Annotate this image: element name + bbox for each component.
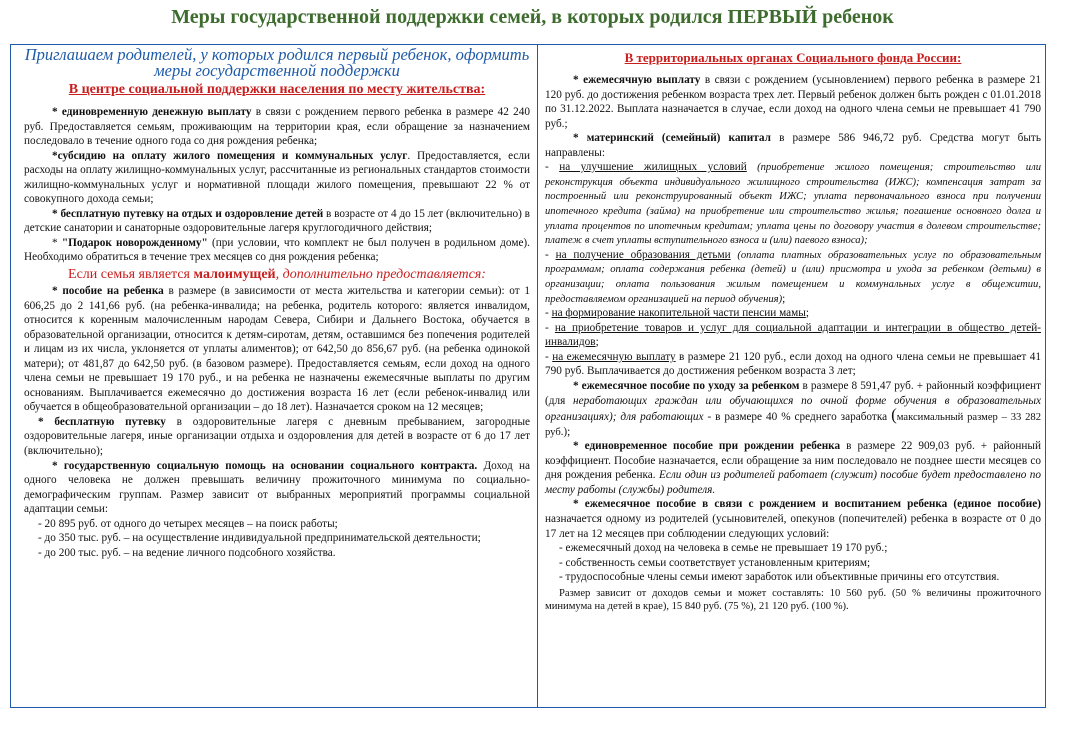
item-title: * государственную социальную помощь на основании социального контракта. xyxy=(52,459,478,472)
content-frame xyxy=(10,44,1046,708)
right-item-monthly-payment xyxy=(545,73,1041,131)
right-heading: В территориальных органах Социального фонда России: xyxy=(624,50,962,65)
condition-item: - собственность семьи соответствует установленным критериям; xyxy=(559,556,871,569)
direction-title: на получение образования детьми xyxy=(555,248,731,261)
punct: ; xyxy=(595,336,599,349)
item-text: . Предоставляется, если расходы на оплату жилищно-коммунальных услуг, рассчитанные из региональных стандартов стоимости жилищно-коммунальных услуг и нормативной площади жилого помещения, превышают 22 % от совокупного дохода семьи; xyxy=(24,149,530,206)
item-text: в связи с рождением (усыновлением) первого ребенка в размере 21 120 руб. до достижения ребенком возраста трех лет. Первый ребенок должен быть рожден с 01.01.2018 по 31.12.2022. Выплата назначается в случае, если доход на одного члена семьи не превышает 41 790 руб.; xyxy=(545,74,1041,130)
item-title: * бесплатную путевку на отдых и оздоровление детей xyxy=(52,207,324,220)
left-item-free-voucher xyxy=(24,415,530,459)
item-title: * ежемесячное пособие в связи с рождением и воспитанием ребенка (единое пособие) xyxy=(573,498,1041,511)
dash: - xyxy=(545,161,560,174)
item-text-italic: неработающих граждан или обучающихся по очной форме обучения в образовательных организациях); для работающих xyxy=(545,394,1041,424)
dash: - xyxy=(545,307,552,320)
item-title: *субсидию на оплату жилого помещения и коммунальных услуг xyxy=(52,149,408,162)
condition-item: - ежемесячный доход на человека в семье не превышает 19 170 руб.; xyxy=(559,542,888,555)
direction-disabled-children xyxy=(545,321,1041,350)
punct: ; xyxy=(805,307,809,320)
direction-title: на формирование накопительной части пенсии мамы xyxy=(551,307,806,320)
item-prefix: * xyxy=(52,236,62,249)
item-text: Доход на одного человека не должен превышать величину прожиточного минимума по социально-демографическим группам. Размер зависит от выбранных мероприятий программы социальной адаптации семьи: xyxy=(24,459,530,516)
item-text: в размере (в зависимости от места жительства и категории семьи): от 1 606,25 до 2 141,66 руб. (на ребенка-инвалида; на ребенка, родитель которого: является инвалидом, относится к коренным малочисленным народам Севера, Сибири и Дальнего Востока, обучается в образовательной организации, относится к детям-сиротам, детям, оставшимся без попечения родителей и лицам из их числа, уклоняется от уплаты алиментов); от 642,50 до 856,67 руб. (на ребенка одинокой матери); от 481,87 до 642,50 руб. (в базовом размере). Предоставляется семьям, если доход на одного члена семьи не превышает 19 170 руб., и на ребенка не назначены ежемесячные выплаты по другим основаниям. Выплачивается ежемесячно до достижения возраста 16 лет (если ребенок-инвалид или обучается в общеобразовательной организации – до 18 лет). Назначается сроком на 12 месяцев; xyxy=(24,285,531,414)
item-text: в возрасте от 4 до 15 лет (включительно) в детские санатории и санаторные оздоровительные лагеря круглогодичного действия; xyxy=(24,207,530,235)
direction-title: на улучшение жилищных условий xyxy=(559,161,747,174)
left-item-subsidy xyxy=(24,149,530,207)
dash: - xyxy=(545,248,556,261)
right-item-childcare-allowance xyxy=(545,379,1041,439)
condition-item: - трудоспособные члены семьи имеют заработок или объективные причины его отсутствия. xyxy=(559,571,1000,584)
item-text: в размере 22 909,03 руб. + районный коэффициент. Пособие назначается, если обращение за ним последовало не позднее шести месяцев со дня рождения ребенка. xyxy=(545,440,1041,482)
right-item-birth-allowance xyxy=(545,439,1041,497)
heading-part: , дополнительно предоставляется: xyxy=(275,267,486,283)
left-item-lump-sum xyxy=(24,105,530,149)
direction-education xyxy=(545,248,1041,306)
item-text: в связи с рождением первого ребенка в размере 42 240 руб. Предоставляется семьям, проживающим на территории края, если обращение за назначением последовало в течение одного года со дня рождения ребенка; xyxy=(24,106,530,148)
right-item-maternity-capital xyxy=(545,131,1041,160)
dash: - xyxy=(545,350,553,363)
item-title: * единовременную денежную выплату xyxy=(52,106,252,118)
low-income-heading xyxy=(24,266,530,284)
direction-pension xyxy=(545,306,1041,321)
item-title: * материнский (семейный) капитал xyxy=(573,132,771,145)
direction-monthly-payment xyxy=(545,350,1041,379)
invite-text: Приглашаем родителей, у которых родился первый ребенок, оформить меры государственной поддержки xyxy=(24,45,530,80)
item-text: в размере 586 946,72 руб. Средства могут быть направлены: xyxy=(545,132,1041,159)
item-title: * бесплатную путевку xyxy=(38,415,166,428)
list-item: - до 200 тыс. руб. – на ведение личного подсобного хозяйства. xyxy=(38,546,336,559)
left-item-gift xyxy=(24,236,530,265)
left-column xyxy=(11,45,537,560)
dash: - xyxy=(545,321,555,334)
item-note: максимальный размер – 33 282 руб. xyxy=(545,412,1041,438)
left-item-voucher xyxy=(24,207,530,236)
page-title: Меры государственной поддержки семей, в которых родился ПЕРВЫЙ ребенок xyxy=(171,6,894,28)
final-note: Размер зависит от доходов семьи и может составлять: 10 560 руб. (50 % величины прожиточного минимума на детей в крае), 15 840 руб. (75 %), 21 120 руб. (100 %). xyxy=(545,587,1041,613)
paren: ( xyxy=(891,405,897,425)
item-text-italic: Если один из родителей работает (служит) пособие будет предоставлено по месту работы (службы) родителя. xyxy=(545,469,1041,496)
item-text: в оздоровительные лагеря с дневным пребыванием, загородные оздоровительные лагеря, иные организации отдыха и оздоровления для детей в возрасте от 6 до 17 лет (включительно); xyxy=(24,415,530,458)
direction-title: на приобретение товаров и услуг для социальной адаптации и интеграции в общество детей-инвалидов xyxy=(545,321,1041,349)
item-text: (при условии, что комплект не был получен в родильном доме). Необходимо обратиться в течение трех месяцев со дня рождения ребенка; xyxy=(24,236,530,264)
left-item-child-allowance xyxy=(24,284,530,415)
item-text: назначается одному из родителей (усыновителей, опекунов (попечителей) ребенка в возрасте от 0 до 17 лет на 12 месяцев при соблюдении следующих условий: xyxy=(545,512,1041,540)
item-title: "Подарок новорожденному" xyxy=(61,236,208,249)
item-title: * ежемесячную выплату xyxy=(573,74,701,86)
direction-title: на ежемесячную выплату xyxy=(552,350,676,363)
right-item-unified-allowance xyxy=(545,497,1041,541)
left-heading: В центре социальной поддержки населения по месту жительства: xyxy=(68,82,486,97)
list-item: - 20 895 руб. от одного до четырех месяцев – на поиск работы; xyxy=(38,517,338,530)
list-item: - до 350 тыс. руб. – на осуществление индивидуальной предпринимательской деятельности; xyxy=(38,532,481,545)
punct: ); xyxy=(563,425,571,438)
punct: ; xyxy=(782,292,786,305)
item-title: * пособие на ребенка xyxy=(52,285,164,298)
item-title: * ежемесячное пособие по уходу за ребенком xyxy=(573,379,800,392)
heading-emphasis: малоимущей xyxy=(193,267,276,283)
right-column xyxy=(538,45,1046,614)
direction-housing xyxy=(545,160,1041,248)
heading-part: Если семья является xyxy=(68,267,194,283)
direction-text: в размере 21 120 руб., если доход на одного члена семьи не превышает 41 790 руб. Выплачивается до достижения ребенком возраста 3 лет; xyxy=(545,350,1042,378)
left-item-social-contract xyxy=(24,459,530,517)
direction-text: (приобретение жилого помещения; строительство или реконструкция объекта индивидуального жилищного строительства (ИЖС); компенсация затрат за построенный или реконструированный объект ИЖС; уплата первоначального взноса при получении ипотечного кредита (займа) на приобретение или строительство жилья; погашение основного долга и уплата процентов по ипотечным кредитам; уплата цены по договору участия в долевом строительстве; платеж в счет уплаты вступительного взноса и (или) паевого взноса); xyxy=(545,162,1041,247)
direction-text: (оплата платных образовательных услуг по образовательным программам; оплата содержания ребенка (детей) и (или) присмотра и ухода за ребенком (детьми) в организации; оплата пользования жилым помещением и коммунальных услуг в общежитии, предоставляемом организацией на период обучения) xyxy=(545,249,1042,305)
item-text: - в размере 40 % среднего заработка xyxy=(703,411,892,424)
item-text: в размере 8 591,47 руб. + районный коэффициент (для xyxy=(545,379,1041,407)
item-title: * единовременное пособие при рождении ребенка xyxy=(573,440,841,453)
